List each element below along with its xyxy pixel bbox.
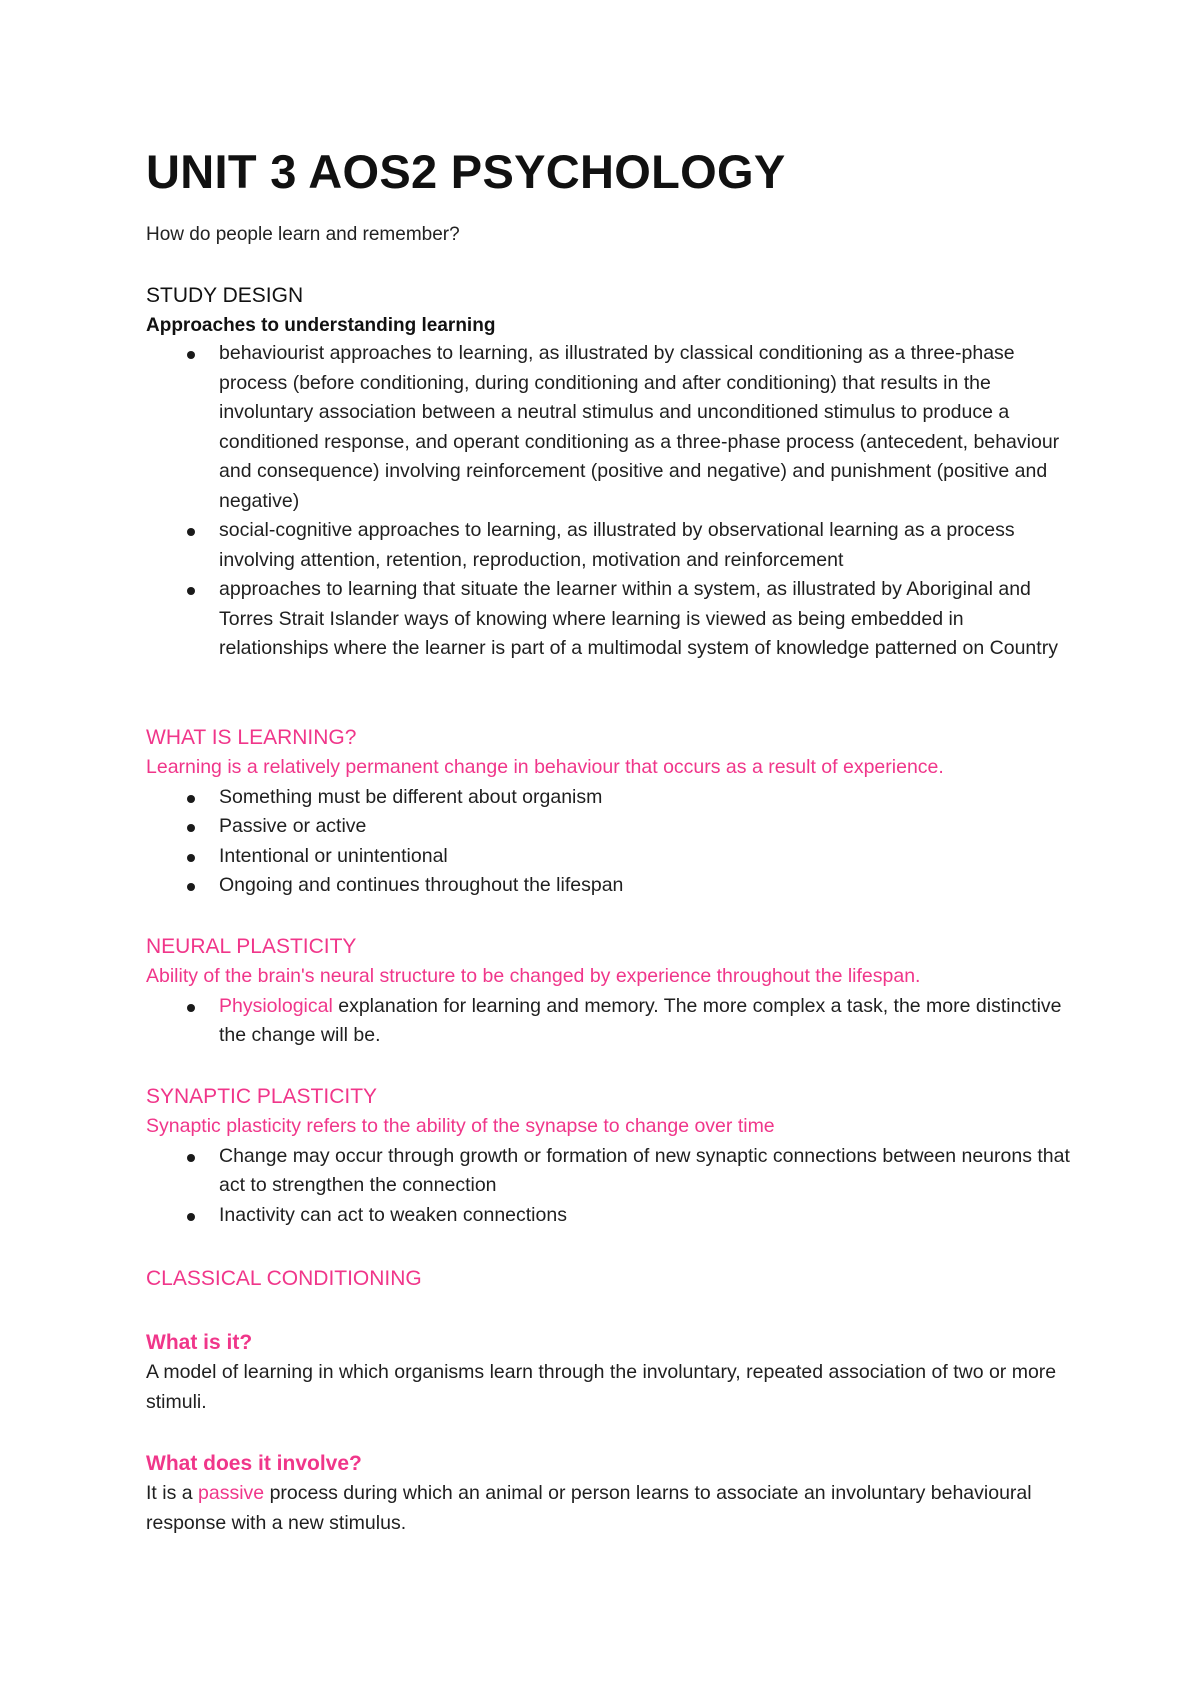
list-item: approaches to learning that situate the learner within a system, as illustrated by Aboriginal and Torres Strait Islander ways of knowing where learning is viewed as being embedded in relationships where the learner is part of a multimodal system of knowledge patterned on Country: [146, 575, 1076, 664]
what-does-it-involve-section: [146, 1449, 1076, 1538]
study-design-list: [146, 339, 1076, 664]
highlight-term: Physiological: [219, 994, 333, 1017]
neural-plasticity-section: [146, 932, 1076, 1051]
synaptic-plasticity-section: [146, 1082, 1076, 1230]
list-item: Intentional or unintentional: [146, 842, 1076, 872]
what-does-it-involve-text: [146, 1479, 1076, 1538]
list-item: Inactivity can act to weaken connections: [146, 1201, 1076, 1231]
learning-list: [146, 783, 1076, 901]
page-subtitle: How do people learn and remember?: [146, 224, 460, 245]
involve-text-start: It is a: [146, 1482, 199, 1504]
list-item: [146, 992, 1076, 1051]
neural-plasticity-definition: Ability of the brain's neural structure to be changed by experience throughout the lifespan.: [146, 965, 921, 987]
approaches-heading: Approaches to understanding learning: [146, 315, 496, 336]
list-item: Passive or active: [146, 812, 1076, 842]
what-is-it-text: A model of learning in which organisms learn through the involuntary, repeated association of two or more stimuli.: [146, 1361, 1057, 1413]
list-item: Change may occur through growth or formation of new synaptic connections between neurons that act to strengthen the connection: [146, 1142, 1076, 1201]
classical-conditioning-heading: CLASSICAL CONDITIONING: [146, 1267, 422, 1290]
neural-plasticity-heading: NEURAL PLASTICITY: [146, 935, 357, 958]
learning-definition: Learning is a relatively permanent change in behaviour that occurs as a result of experience.: [146, 756, 944, 778]
what-is-it-heading: What is it?: [146, 1331, 253, 1354]
what-does-it-involve-heading: What does it involve?: [146, 1452, 362, 1475]
study-design-heading: STUDY DESIGN: [146, 284, 304, 307]
list-item: social-cognitive approaches to learning, as illustrated by observational learning as a process involving attention, retention, reproduction, motivation and reinforcement: [146, 516, 1076, 575]
synaptic-plasticity-list: [146, 1142, 1076, 1231]
page-title: UNIT 3 AOS2 PSYCHOLOGY: [146, 145, 786, 198]
involve-text-end: process during which an animal or person learns to associate an involuntary behavioural response with a new stimulus.: [146, 1482, 1032, 1534]
synaptic-plasticity-definition: Synaptic plasticity refers to the ability of the synapse to change over time: [146, 1115, 775, 1137]
synaptic-plasticity-heading: SYNAPTIC PLASTICITY: [146, 1085, 378, 1108]
what-is-it-section: [146, 1328, 1076, 1417]
study-design-list-block: [146, 339, 1076, 664]
list-item: Something must be different about organism: [146, 783, 1076, 813]
list-item: behaviourist approaches to learning, as illustrated by classical conditioning as a three-phase process (before conditioning, during conditioning and after conditioning) that results in the involuntary association between a neutral stimulus and unconditioned stimulus to produce a conditioned response, and operant conditioning as a three-phase process (antecedent, behaviour and consequence) involving reinforcement (positive and negative) and punishment (positive and negative): [146, 339, 1076, 516]
highlight-term: passive: [198, 1482, 265, 1504]
classical-conditioning-section: [146, 1264, 1076, 1294]
learning-heading: WHAT IS LEARNING?: [146, 726, 357, 749]
neural-plasticity-list: [146, 992, 1076, 1051]
list-item: Ongoing and continues throughout the lifespan: [146, 871, 1076, 901]
bullet-text: explanation for learning and memory. The more complex a task, the more distinctive the change will be.: [219, 994, 1062, 1046]
learning-section: [146, 723, 1076, 901]
